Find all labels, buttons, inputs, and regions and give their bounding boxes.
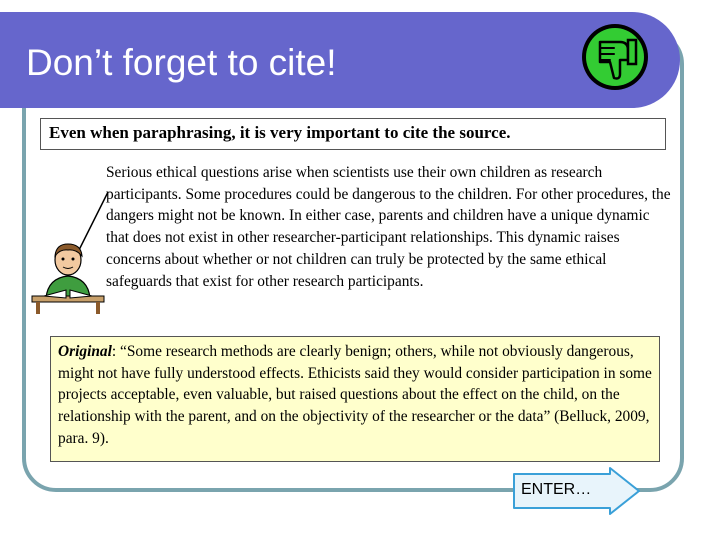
lead-text: Even when paraphrasing, it is very important to cite the source. bbox=[49, 123, 511, 142]
slide-title: Don’t forget to cite! bbox=[26, 42, 337, 83]
paraphrase-text: Serious ethical questions arise when scientists use their own children as research participants. Some procedures could be dangerous to the children. For other procedures, the dangers might not be known. In either case, parents and children have a unique dynamic that does not exist in other researcher-participant relationships. This dynamic raises concerns about whether or not children can truly be protected by the same ethical safeguards that exist for other research participants. bbox=[106, 164, 671, 290]
enter-button[interactable] bbox=[512, 466, 642, 516]
original-label: Original bbox=[58, 343, 112, 360]
original-quote-text: : “Some research methods are clearly benign; others, while not obviously dangerous, might not have fully understood effects. Ethicists said they would consider participation in some projects acceptable, even valuable, but raised questions about the effect on the child, on the relationship with the parent, and on the objectivity of the researcher or the data” (Belluck, 2009, para. 9). bbox=[58, 343, 652, 447]
lead-box bbox=[40, 118, 666, 150]
original-quote-box bbox=[50, 336, 660, 462]
enter-label: ENTER… bbox=[521, 481, 592, 498]
title-bar bbox=[0, 12, 680, 108]
student-reading-icon bbox=[26, 240, 110, 316]
thumbs-down-icon bbox=[580, 22, 650, 92]
